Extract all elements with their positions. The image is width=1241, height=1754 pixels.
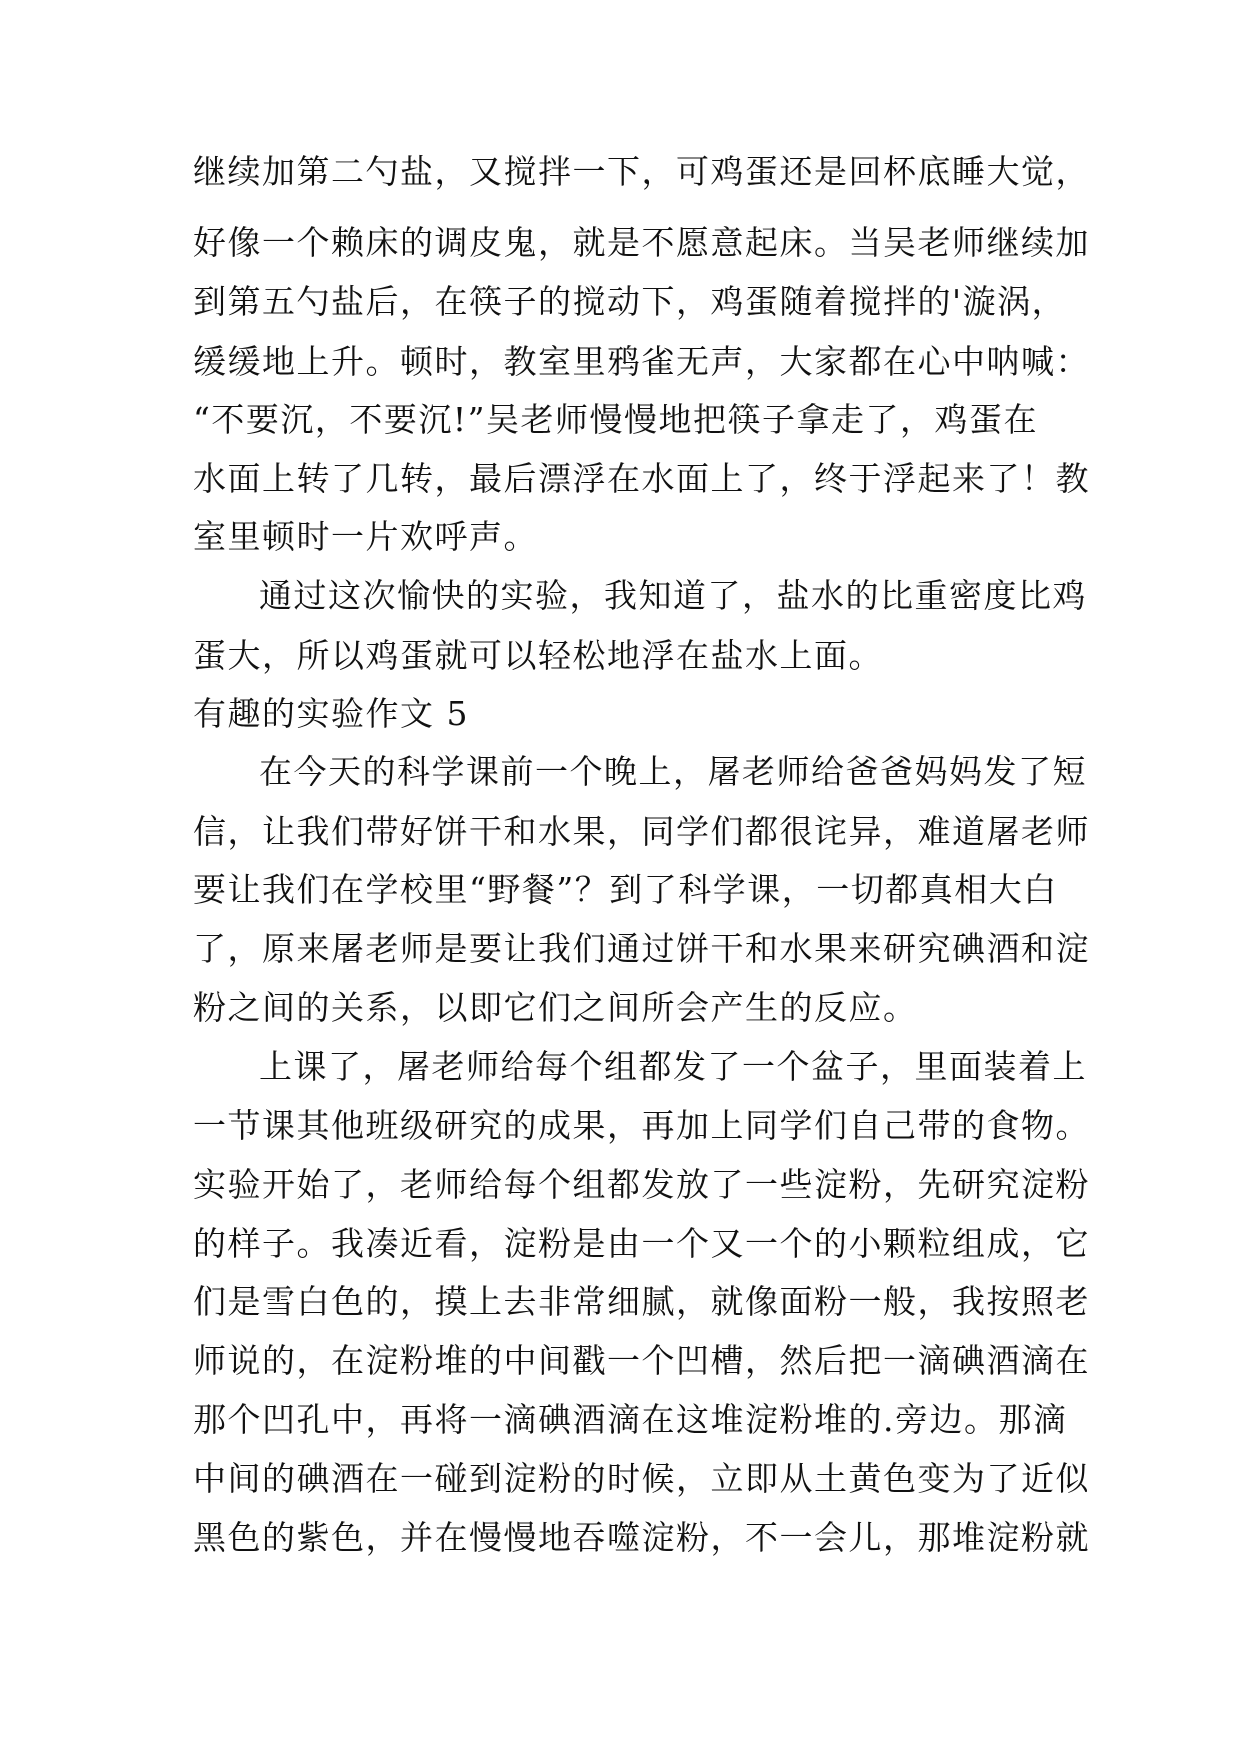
text-line: 粉之间的关系，以即它们之间所会产生的反应。 <box>193 988 918 1027</box>
text-line: 到第五勺盐后，在筷子的搅动下，鸡蛋随着搅拌的'漩涡， <box>193 282 1067 321</box>
text-line: 好像一个赖床的调皮鬼，就是不愿意起床。当吴老师继续加 <box>193 223 1090 262</box>
text-line: 那个凹孔中，再将一滴碘酒滴在这堆淀粉堆的.旁边。那滴 <box>193 1400 1068 1439</box>
text-line: “不要沉，不要沉!”吴老师慢慢地把筷子拿走了，鸡蛋在 <box>193 400 1039 439</box>
text-line: 水面上转了几转，最后漂浮在水面上了，终于浮起来了！教 <box>193 459 1090 498</box>
text-line: 中间的碘酒在一碰到淀粉的时候，立即从土黄色变为了近似 <box>193 1459 1090 1498</box>
text-line: 的样子。我凑近看，淀粉是由一个又一个的小颗粒组成，它 <box>193 1224 1090 1263</box>
text-line: 信，让我们带好饼干和水果，同学们都很诧异，难道屠老师 <box>193 812 1090 851</box>
section-heading: 有趣的实验作文 5 <box>193 694 469 733</box>
text-line: 室里顿时一片欢呼声。 <box>193 517 538 556</box>
paragraph-first-line: 在今天的科学课前一个晚上，屠老师给爸爸妈妈发了短 <box>259 752 1087 791</box>
text-line: 继续加第二勺盐，又搅拌一下，可鸡蛋还是回杯底睡大觉， <box>193 152 1090 191</box>
text-line: 师说的，在淀粉堆的中间戳一个凹槽，然后把一滴碘酒滴在 <box>193 1341 1090 1380</box>
paragraph-first-line: 上课了，屠老师给每个组都发了一个盆子，里面装着上 <box>259 1047 1087 1086</box>
text-line: 实验开始了，老师给每个组都发放了一些淀粉，先研究淀粉 <box>193 1165 1090 1204</box>
paragraph-first-line: 通过这次愉快的实验，我知道了，盐水的比重密度比鸡 <box>259 576 1087 615</box>
text-line: 蛋大，所以鸡蛋就可以轻松地浮在盐水上面。 <box>193 636 883 675</box>
text-line: 黑色的紫色，并在慢慢地吞噬淀粉，不一会儿，那堆淀粉就 <box>193 1518 1090 1557</box>
text-line: 一节课其他班级研究的成果，再加上同学们自己带的食物。 <box>193 1106 1090 1145</box>
text-line: 缓缓地上升。顿时，教室里鸦雀无声，大家都在心中呐喊： <box>193 342 1090 381</box>
text-line: 要让我们在学校里“野餐”？到了科学课，一切都真相大白 <box>193 870 1058 909</box>
text-line: 了，原来屠老师是要让我们通过饼干和水果来研究碘酒和淀 <box>193 929 1090 968</box>
text-line: 们是雪白色的，摸上去非常细腻，就像面粉一般，我按照老 <box>193 1282 1090 1321</box>
